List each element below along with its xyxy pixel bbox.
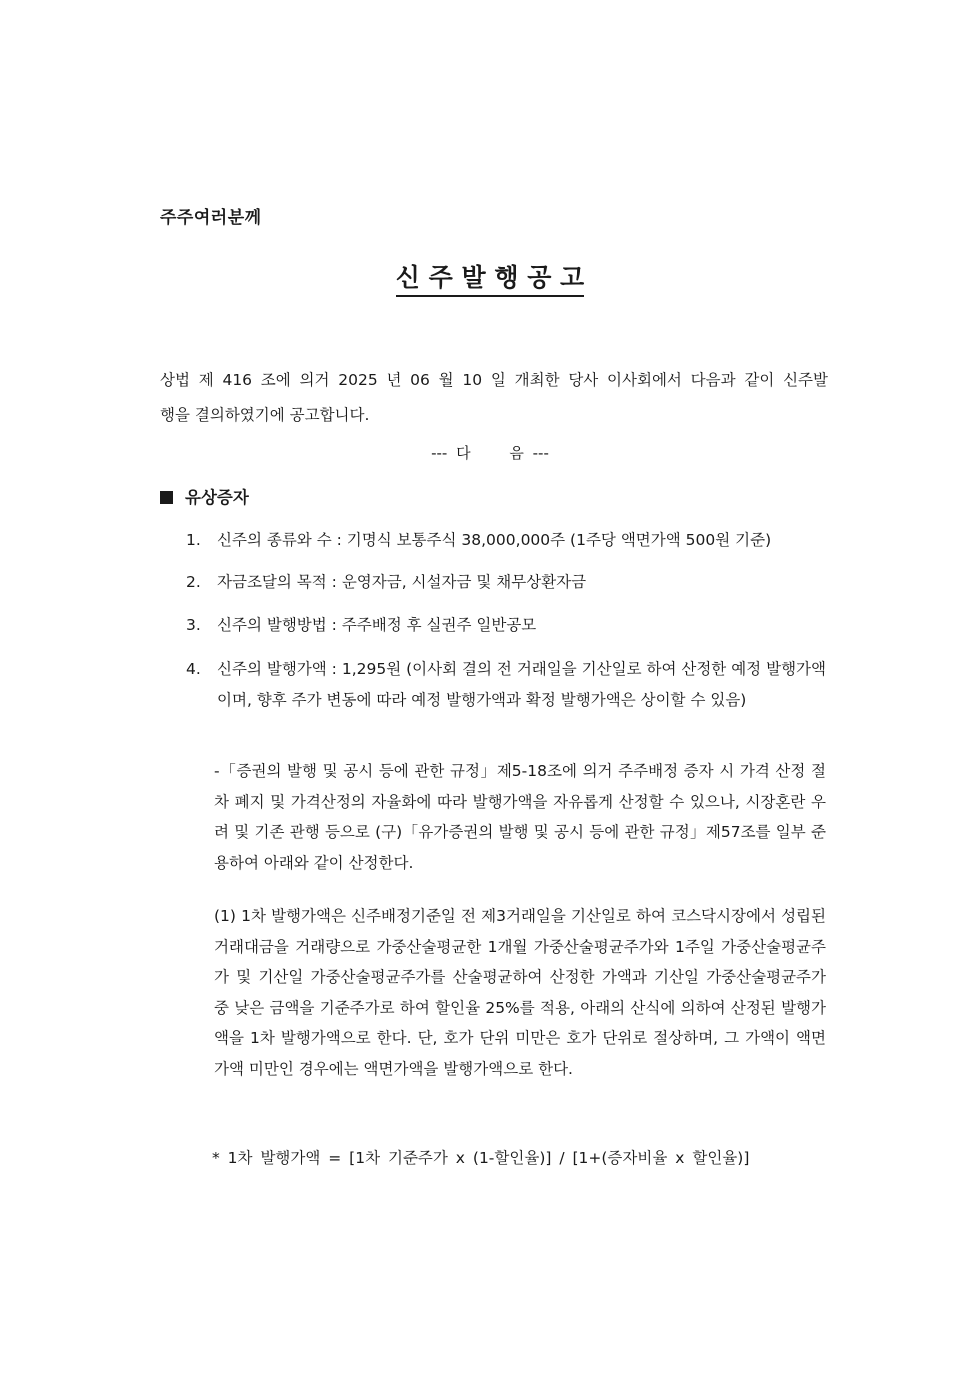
- list-item-text: 신주의 종류와 수 : 기명식 보통주식 38,000,000주 (1주당 액면가액 500원 기준): [217, 531, 772, 549]
- pricing-paragraph-1: (1) 1차 발행가액은 신주배정기준일 전 제3거래일을 기산일로 하여 코스닥시장에서 성립된 거래대금을 거래량으로 가중산술평균한 1개월 가중산술평균주가와 1주일 가중산술평균주가 및 기산일 가중산술평균주가를 산술평균하여 산정한 가액과 기산일 가중산술평균주가 중 낮은 금액을 기준주가로 하여 할인율 25%를 적용, 아래의 산식에 의하여 산정된 발행가액을 1차 발행가액으로 한다. 단, 호가 단위 미만은 호가 단위로 절상하며, 그 가액이 액면가액 미만인 경우에는 액면가액을 발행가액으로 한다.: [214, 907, 826, 1078]
- list-item-number: 3.: [186, 616, 201, 634]
- list-item-text: 신주의 발행방법 : 주주배정 후 실권주 일반공모: [217, 616, 537, 634]
- separator-heading: --- 다 음 ---: [431, 444, 549, 462]
- section-heading: [160, 484, 249, 508]
- list-item-4: [186, 654, 826, 716]
- list-item-3: [186, 610, 826, 641]
- intro-line-2: 행을 결의하였기에 공고합니다.: [160, 406, 370, 424]
- list-item-number: 1.: [186, 531, 201, 549]
- list-item-number: 2.: [186, 573, 201, 591]
- salutation: 주주여러분께: [160, 208, 262, 228]
- document-title-text: 신 주 발 행 공 고: [396, 263, 584, 297]
- list-item-2: [186, 567, 826, 598]
- pricing-formula: * 1차 발행가액 = [1차 기준주가 x (1-할인율)] / [1+(증자비율 x 할인율)]: [212, 1149, 750, 1167]
- square-bullet-icon: [160, 491, 173, 504]
- list-item-number: 4.: [186, 660, 201, 678]
- list-item-text: 신주의 발행가액 : 1,295원 (이사회 결의 전 거래일을 기산일로 하여 산정한 예정 발행가액이며, 향후 주가 변동에 따라 예정 발행가액과 확정 발행가액은 상이할 수 있음): [217, 660, 826, 709]
- regulation-note: -「증권의 발행 및 공시 등에 관한 규정」제5-18조에 의거 주주배정 증자 시 가격 산정 절차 폐지 및 가격산정의 자율화에 따라 발행가액을 자유롭게 산정할 수 있으나, 시장혼란 우려 및 기존 관행 등으로 (구)「유가증권의 발행 및 공시 등에 관한 규정」제57조를 일부 준용하여 아래와 같이 산정한다.: [214, 762, 826, 872]
- section-title: 유상증자: [185, 488, 249, 507]
- list-item-text: 자금조달의 목적 : 운영자금, 시설자금 및 채무상환자금: [217, 573, 587, 591]
- intro-paragraph: [160, 358, 828, 402]
- document-title: [0, 258, 980, 294]
- intro-line-1: 상법 제 416 조에 의거 2025 년 06 월 10 일 개최한 당사 이사회에서 다음과 같이 신주발: [160, 371, 828, 389]
- list-item-1: [186, 525, 826, 556]
